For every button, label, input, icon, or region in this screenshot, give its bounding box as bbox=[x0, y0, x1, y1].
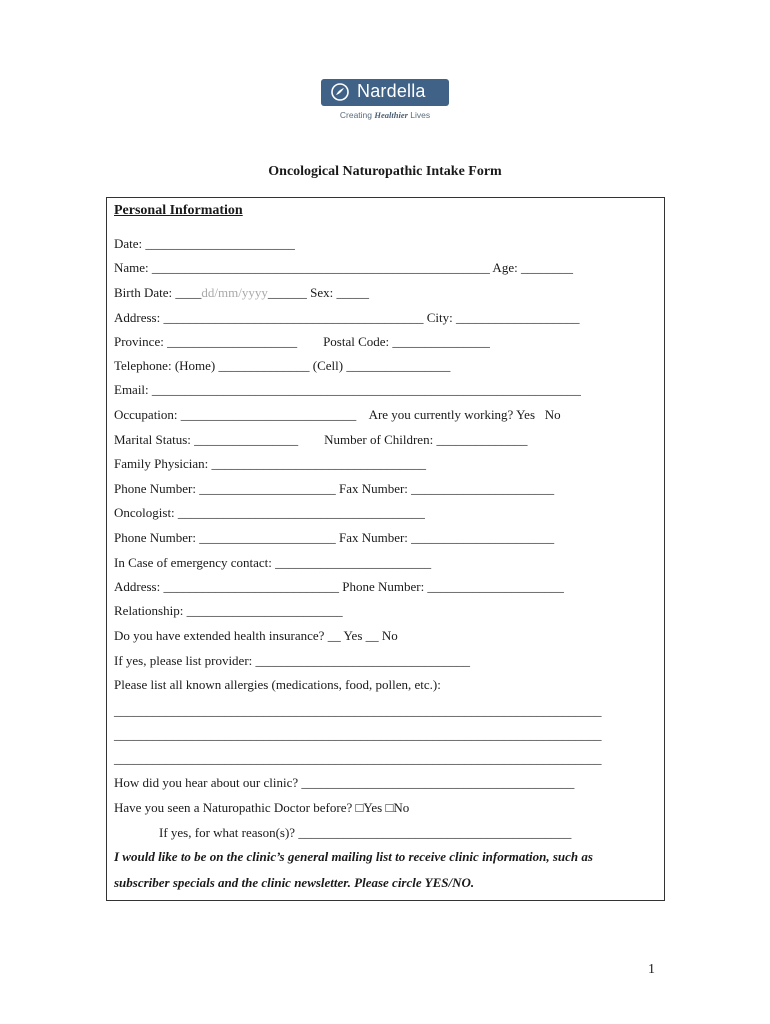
birth-sex-field[interactable]: Birth Date: ____dd/mm/yyyy______ Sex: _____ bbox=[114, 285, 369, 300]
reason-field[interactable]: If yes, for what reason(s)? __________________________________________ bbox=[159, 825, 572, 840]
mailing-list-note-1: I would like to be on the clinic’s general mailing list to receive clinic information, such as bbox=[114, 849, 593, 864]
referral-field[interactable]: How did you hear about our clinic? __________________________________________ bbox=[114, 775, 575, 790]
logo-name: Nardella bbox=[357, 81, 426, 101]
birth-date-placeholder: dd/mm/yyyy bbox=[201, 285, 268, 300]
occupation-field[interactable]: Occupation: ___________________________ Are you currently working? Yes No bbox=[114, 407, 561, 422]
oncologist-phone-fax-field[interactable]: Phone Number: _____________________ Fax Number: ______________________ bbox=[114, 530, 555, 545]
form-title: Oncological Naturopathic Intake Form bbox=[268, 164, 502, 179]
allergies-line-3[interactable]: ___________________________________________________________________________ bbox=[114, 751, 602, 766]
emergency-address-phone-field[interactable]: Address: ___________________________ Phone Number: _____________________ bbox=[114, 579, 564, 594]
section-heading: Personal Information bbox=[114, 203, 243, 218]
allergies-line-1[interactable]: ___________________________________________________________________________ bbox=[114, 703, 602, 718]
insurance-field[interactable]: Do you have extended health insurance? __ Yes __ No bbox=[114, 628, 398, 643]
provider-field[interactable]: If yes, please list provider: _________________________________ bbox=[114, 653, 471, 668]
family-physician-field[interactable]: Family Physician: _________________________________ bbox=[114, 456, 426, 471]
date-field[interactable]: Date: _______________________ bbox=[114, 236, 295, 251]
relationship-field[interactable]: Relationship: ________________________ bbox=[114, 603, 343, 618]
form-box bbox=[106, 197, 665, 901]
mailing-list-note-2: subscriber specials and the clinic newsletter. Please circle YES/NO. bbox=[114, 875, 475, 890]
marital-children-field[interactable]: Marital Status: ________________ Number of Children: ______________ bbox=[114, 432, 528, 447]
telephone-field[interactable]: Telephone: (Home) ______________ (Cell) ________________ bbox=[114, 358, 451, 373]
oncologist-field[interactable]: Oncologist: ______________________________________ bbox=[114, 505, 425, 520]
name-age-field[interactable]: Name: ____________________________________________________ Age: ________ bbox=[114, 260, 573, 275]
page-number: 1 bbox=[648, 962, 655, 977]
emergency-contact-field[interactable]: In Case of emergency contact: ________________________ bbox=[114, 555, 432, 570]
email-field[interactable]: Email: __________________________________________________________________ bbox=[114, 382, 581, 397]
logo-tagline: Creating Healthier Lives bbox=[339, 110, 431, 120]
leaf-logo-icon bbox=[331, 83, 349, 101]
logo-badge bbox=[321, 79, 449, 106]
address-city-field[interactable]: Address: ________________________________________ City: ___________________ bbox=[114, 310, 580, 325]
allergies-line-2[interactable]: ___________________________________________________________________________ bbox=[114, 727, 602, 742]
logo bbox=[321, 79, 451, 120]
allergies-label: Please list all known allergies (medications, food, pollen, etc.): bbox=[114, 677, 441, 692]
physician-phone-fax-field[interactable]: Phone Number: _____________________ Fax Number: ______________________ bbox=[114, 481, 555, 496]
seen-nd-field[interactable]: Have you seen a Naturopathic Doctor before? □Yes □No bbox=[114, 800, 410, 815]
province-postal-field[interactable]: Province: ____________________ Postal Code: _______________ bbox=[114, 334, 490, 349]
